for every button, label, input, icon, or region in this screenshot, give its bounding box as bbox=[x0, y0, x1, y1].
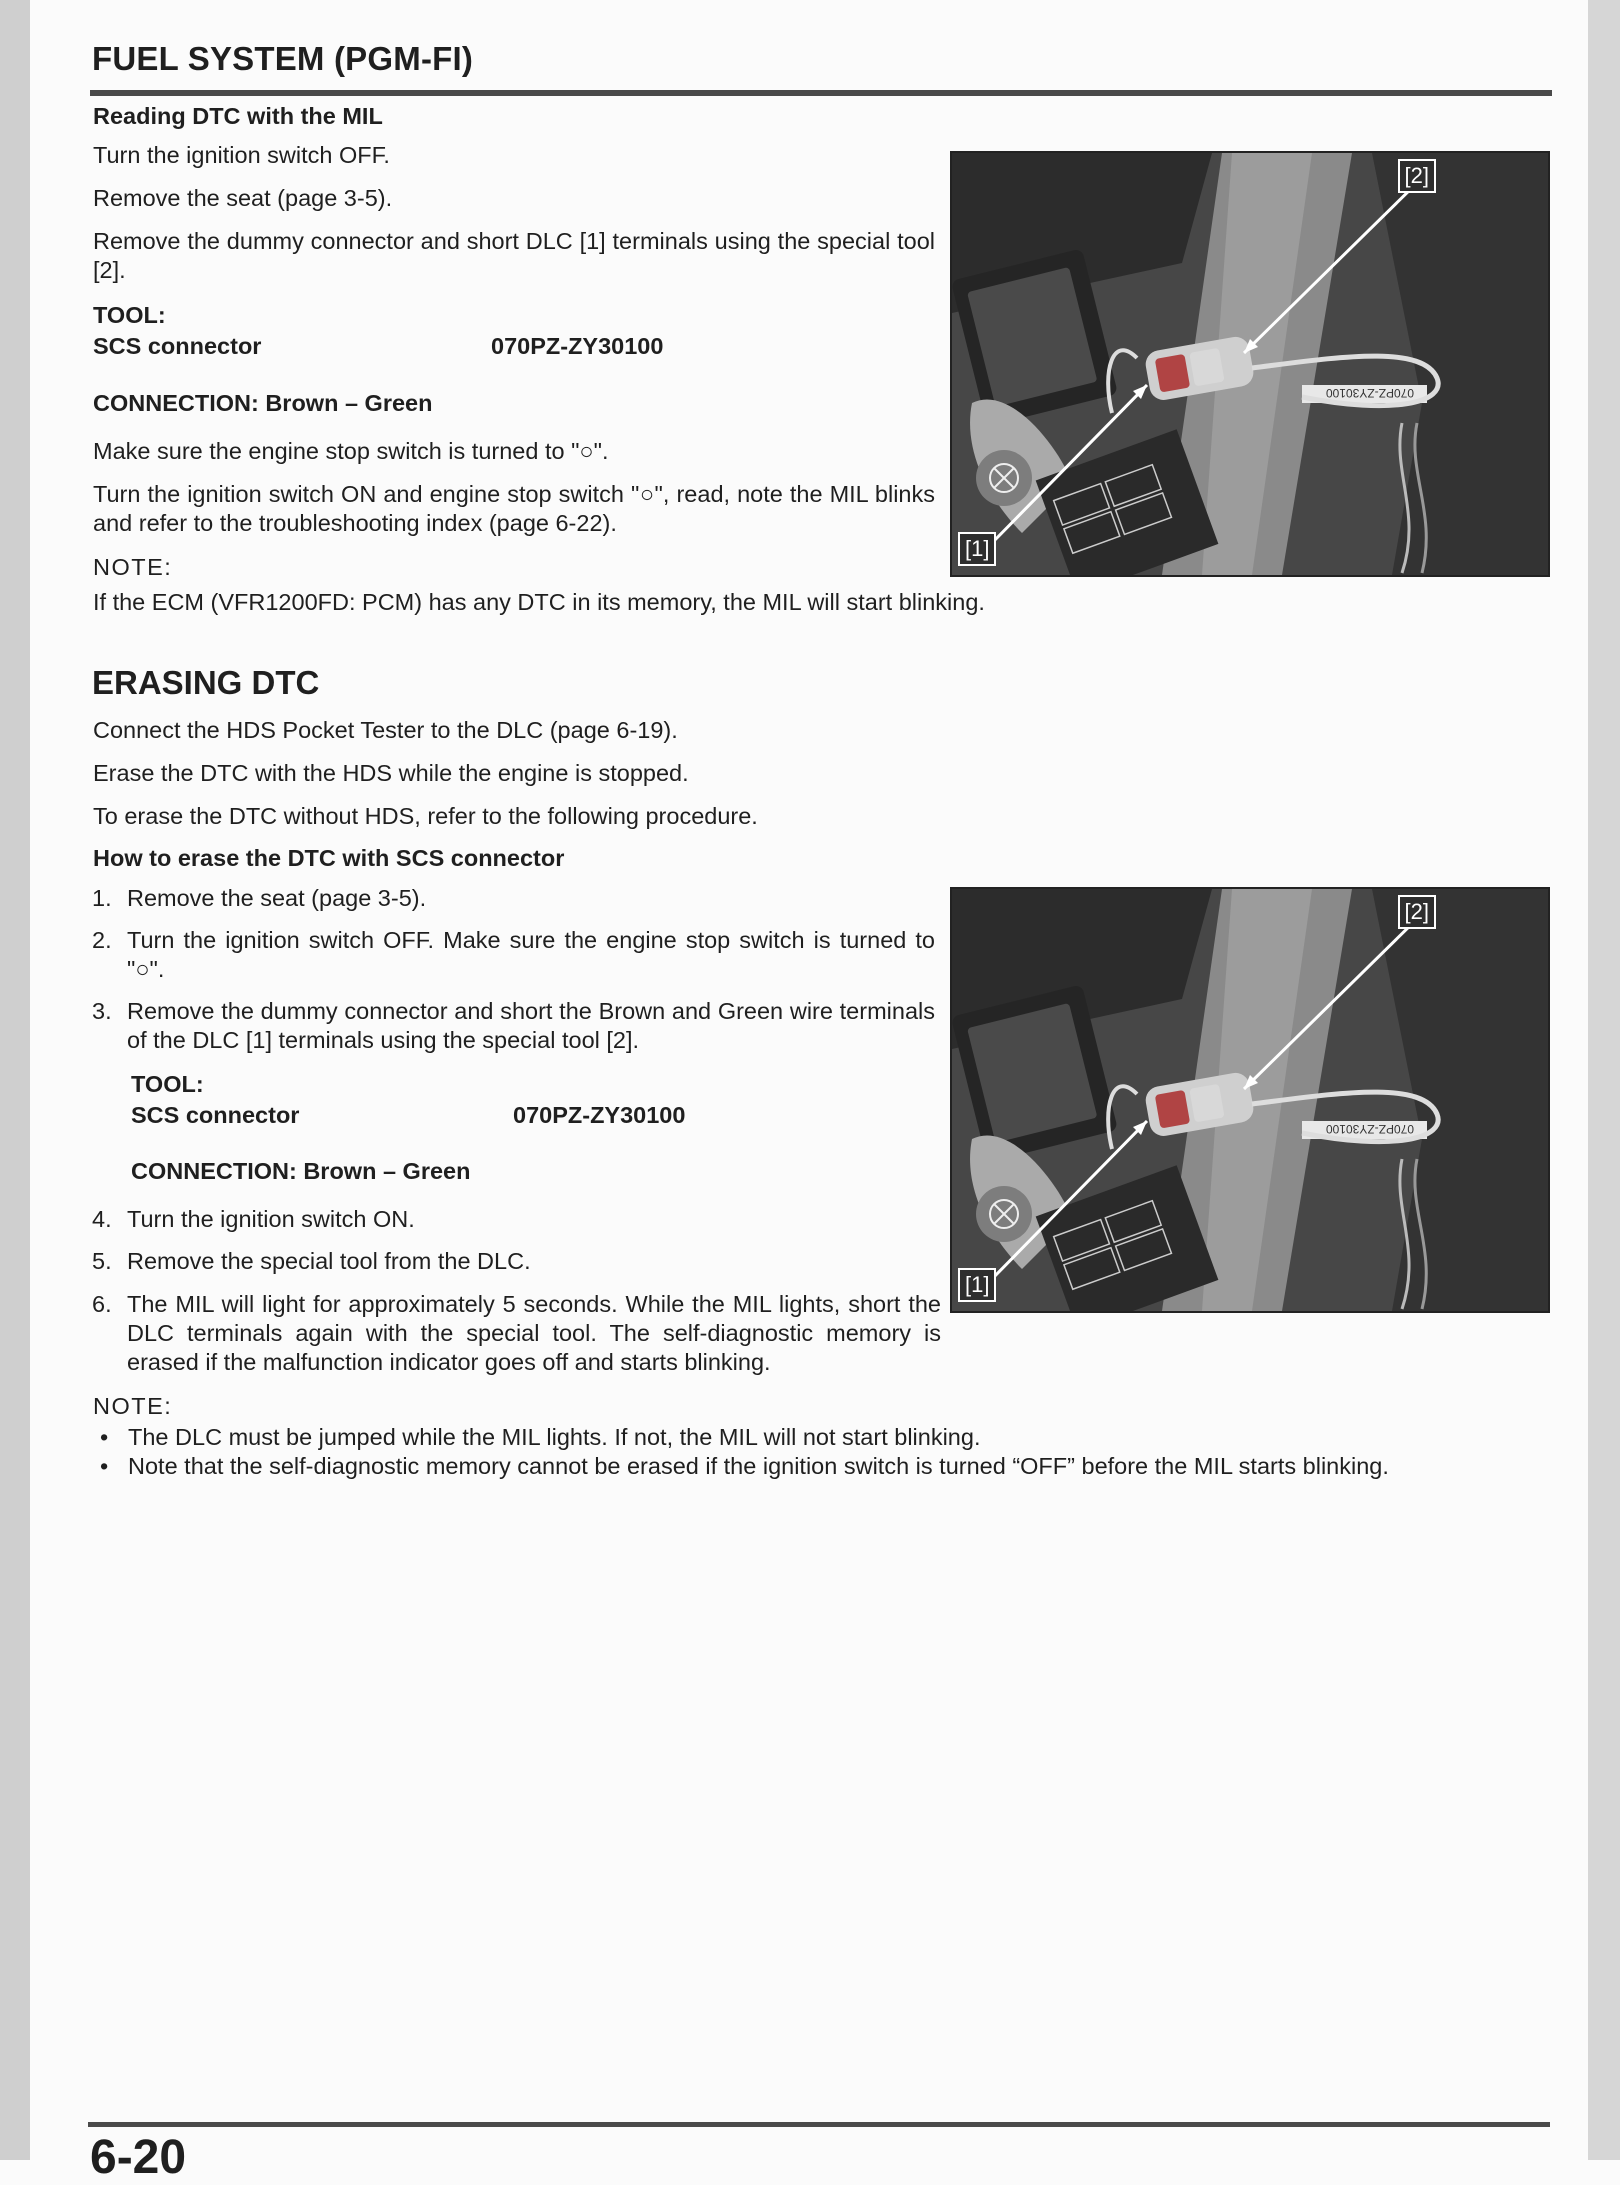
dlc-photo-drawing bbox=[952, 153, 1548, 575]
erase-step-6-num: 6. bbox=[92, 1291, 112, 1317]
erasing-para-1: Connect the HDS Pocket Tester to the DLC (page 6-19). bbox=[93, 717, 678, 743]
reading-connection: CONNECTION: Brown – Green bbox=[93, 390, 433, 416]
erase-note-bullet-2: Note that the self-diagnostic memory cannot be erased if the ignition switch is turned “OFF” before the MIL starts blinking. bbox=[128, 1453, 1389, 1479]
tool-marking-text-2: 070PZ-ZY30100 bbox=[1325, 1122, 1414, 1136]
erase-step-1-text: Remove the seat (page 3-5). bbox=[127, 885, 427, 911]
erase-note-bullet-1: The DLC must be jumped while the MIL lights. If not, the MIL will not start blinking. bbox=[128, 1424, 981, 1450]
callout-special-tool: [2] bbox=[1398, 159, 1436, 193]
reading-heading: Reading DTC with the MIL bbox=[93, 103, 383, 129]
erasing-heading: ERASING DTC bbox=[92, 664, 320, 701]
erase-step-4-text: Turn the ignition switch ON. bbox=[127, 1206, 415, 1232]
reading-step-2: Remove the seat (page 3-5). bbox=[93, 185, 393, 211]
callout-dlc: [1] bbox=[958, 532, 996, 566]
erase-step-4-num: 4. bbox=[92, 1206, 112, 1232]
section-title: FUEL SYSTEM (PGM-FI) bbox=[92, 40, 474, 77]
reading-tool-name: SCS connector bbox=[93, 333, 262, 359]
erase-tool-name: SCS connector bbox=[131, 1102, 300, 1128]
header-rule bbox=[90, 90, 1552, 96]
reading-step-1: Turn the ignition switch OFF. bbox=[93, 142, 390, 168]
erase-step-1-num: 1. bbox=[92, 885, 112, 911]
erase-step-3-text: Remove the dummy connector and short the Brown and Green wire terminals of the DLC [1] terminals using the special tool [2]. bbox=[127, 998, 935, 1053]
tool-marking-text-1: 070PZ-ZY30100 bbox=[1325, 386, 1414, 400]
reading-note-label: NOTE: bbox=[93, 554, 173, 580]
erase-step-3-num: 3. bbox=[92, 998, 112, 1024]
reading-step-3: Remove the dummy connector and short DLC [1] terminals using the special tool [2]. bbox=[93, 228, 935, 283]
erasing-para-2: Erase the DTC with the HDS while the engine is stopped. bbox=[93, 760, 689, 786]
page-number: 6-20 bbox=[90, 2131, 187, 2184]
bullet-dot-1: • bbox=[100, 1424, 109, 1450]
dlc-photo-drawing-2 bbox=[952, 889, 1548, 1311]
erase-step-2-num: 2. bbox=[92, 927, 112, 953]
reading-tool-label: TOOL: bbox=[93, 302, 166, 328]
erase-note-label: NOTE: bbox=[93, 1393, 173, 1419]
erase-step-5-num: 5. bbox=[92, 1248, 112, 1274]
dlc-photo-erasing bbox=[950, 887, 1550, 1313]
erasing-sub-heading: How to erase the DTC with SCS connector bbox=[93, 845, 565, 871]
reading-tool-part: 070PZ-ZY30100 bbox=[491, 333, 664, 359]
right-scan-edge bbox=[1588, 0, 1620, 2160]
erase-step-2-text: Turn the ignition switch OFF. Make sure the engine stop switch is turned to "○". bbox=[127, 927, 935, 982]
left-scan-edge bbox=[0, 0, 30, 2160]
erase-step-6-text: The MIL will light for approximately 5 seconds. While the MIL lights, short the DLC terminals again with the special tool. The self-diagnostic memory is erased if the malfunction indicator goes off and starts blinking. bbox=[127, 1291, 941, 1375]
reading-note-text: If the ECM (VFR1200FD: PCM) has any DTC in its memory, the MIL will start blinking. bbox=[93, 589, 985, 615]
erasing-para-3: To erase the DTC without HDS, refer to the following procedure. bbox=[93, 803, 758, 829]
reading-step-5: Turn the ignition switch ON and engine stop switch "○", read, note the MIL blinks and refer to the troubleshooting index (page 6-22). bbox=[93, 481, 935, 536]
erase-connection: CONNECTION: Brown – Green bbox=[131, 1158, 471, 1184]
erase-tool-label: TOOL: bbox=[131, 1071, 204, 1097]
erase-step-5-text: Remove the special tool from the DLC. bbox=[127, 1248, 531, 1274]
reading-step-4: Make sure the engine stop switch is turned to "○". bbox=[93, 438, 609, 464]
bullet-dot-2: • bbox=[100, 1453, 109, 1479]
callout-dlc-2: [1] bbox=[958, 1268, 996, 1302]
footer-rule bbox=[88, 2122, 1550, 2127]
callout-special-tool-2: [2] bbox=[1398, 895, 1436, 929]
dlc-photo-reading bbox=[950, 151, 1550, 577]
erase-tool-part: 070PZ-ZY30100 bbox=[513, 1102, 686, 1128]
